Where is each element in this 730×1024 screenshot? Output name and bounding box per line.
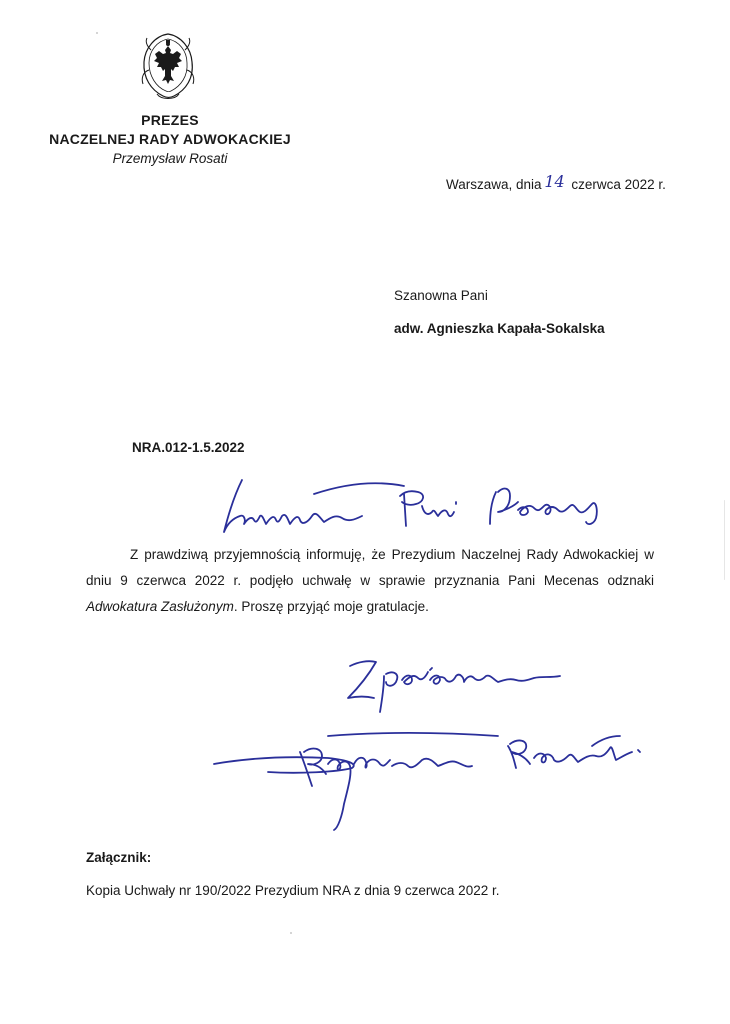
body-paragraph [86, 542, 654, 620]
handwritten-closing [348, 661, 560, 712]
handwritten-salutation [214, 466, 634, 546]
attachment-content: Kopia Uchwały nr 190/2022 Prezydium NRA z dnia 9 czerwca 2022 r. [86, 883, 500, 898]
attachment-label: Załącznik: [86, 850, 152, 865]
eagle-seal-icon [137, 30, 199, 102]
scan-edge-shadow [724, 500, 725, 580]
attachment-block [86, 848, 499, 901]
signature-area [208, 640, 648, 840]
body-text-part2: . Proszę przyjąć moje gratulacje. [233, 599, 429, 614]
date-day-handwritten: 14 [544, 172, 565, 191]
body-text-part1: Z prawdziwą przyjemnością informuję, że Prezydium Naczelnej Rady Adwokackiej w dniu 9 czerwca 2022 r. podjęło uchwałę w sprawie przyznania Pani Mecenas odznaki [86, 547, 654, 588]
recipient-salutation: Szanowna Pani [394, 288, 488, 303]
letterhead-organization: NACZELNEJ RADY ADWOKACKIEJ [49, 131, 291, 147]
letterhead-title: PREZES [141, 112, 199, 128]
letterhead [40, 111, 300, 168]
reference-number: NRA.012-1.5.2022 [132, 440, 245, 455]
letterhead-name: Przemysław Rosati [112, 151, 228, 166]
date-line [446, 174, 666, 193]
scan-speck [290, 932, 292, 934]
award-name: Adwokatura Zasłużonym [86, 599, 234, 614]
letter-body [86, 542, 654, 620]
scan-speck [96, 32, 98, 34]
date-suffix: czerwca 2022 r. [571, 177, 666, 192]
recipient-block [394, 286, 605, 339]
recipient-addressee: adw. Agnieszka Kapała-Sokalska [394, 321, 605, 336]
date-prefix: Warszawa, dnia [446, 177, 542, 192]
signature [214, 733, 640, 830]
